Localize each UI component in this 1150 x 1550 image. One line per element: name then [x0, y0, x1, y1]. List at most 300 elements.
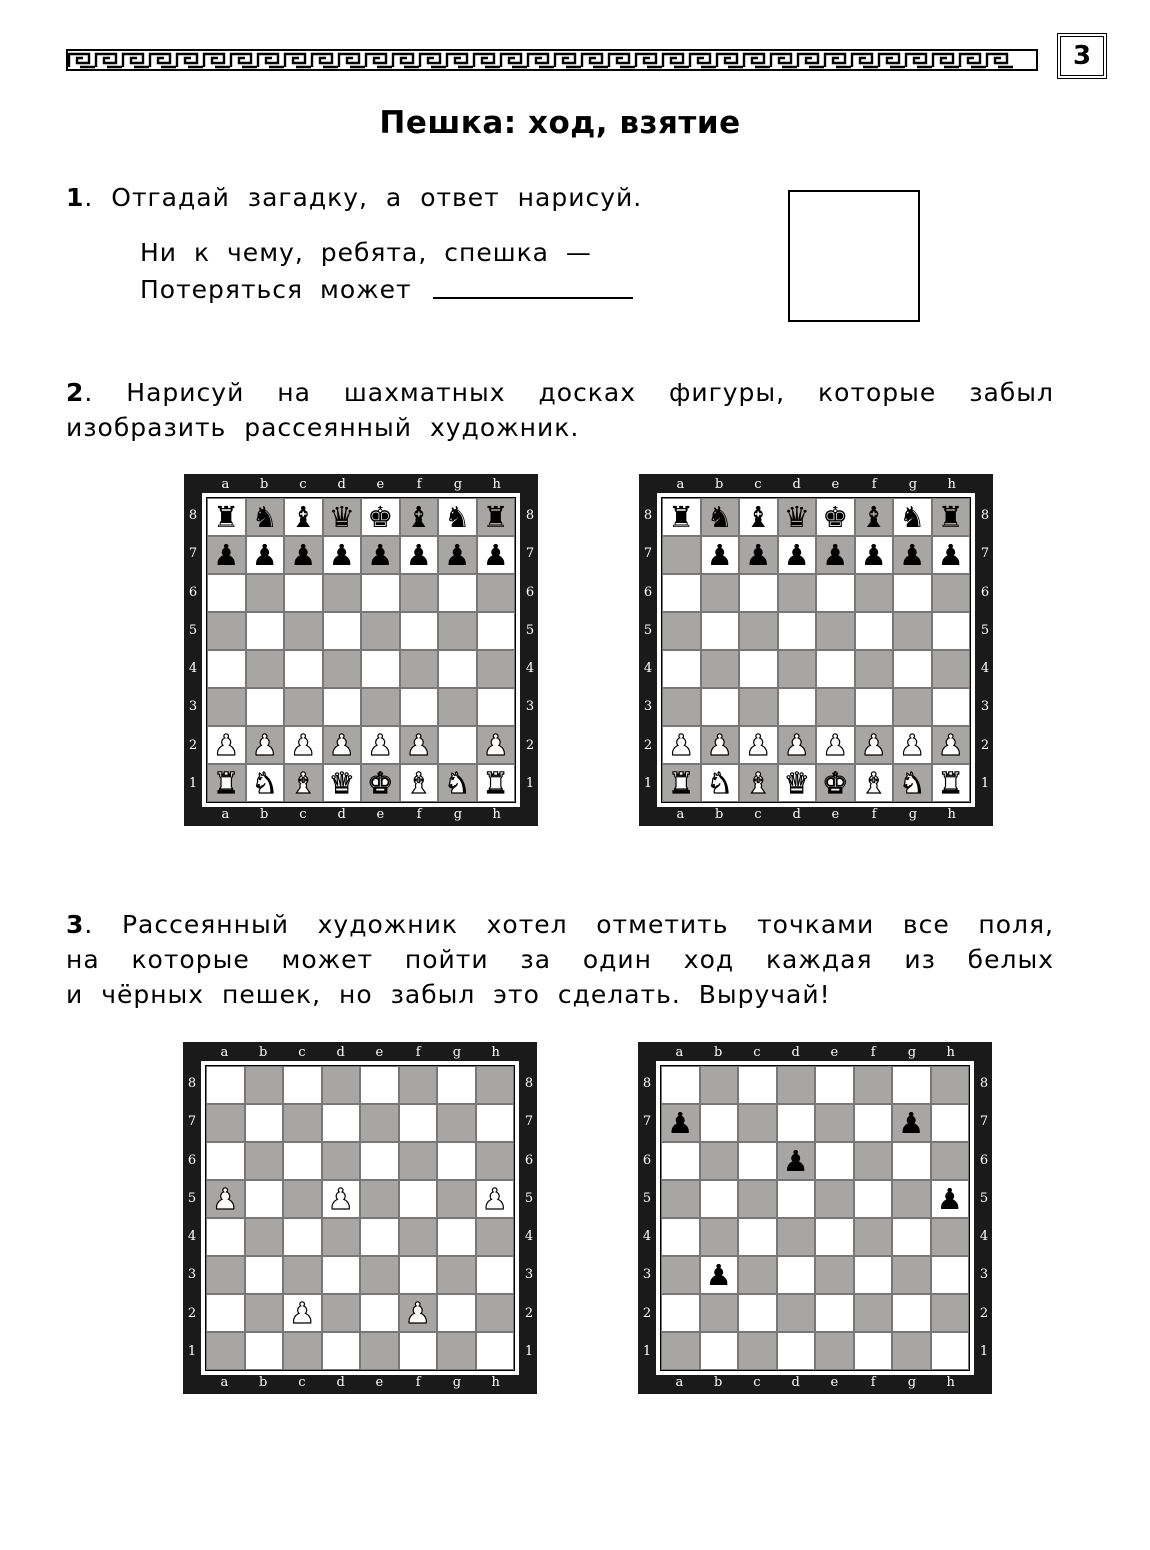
square-b2[interactable]	[701, 726, 740, 764]
square-h6[interactable]	[477, 574, 516, 612]
square-c8[interactable]	[738, 1066, 777, 1104]
square-f7[interactable]	[399, 1104, 438, 1142]
square-g4[interactable]	[437, 1218, 476, 1256]
square-h4[interactable]	[931, 1218, 970, 1256]
square-f1[interactable]	[854, 1332, 893, 1370]
square-g4[interactable]	[892, 1218, 931, 1256]
file-label-top-h: h	[492, 477, 501, 492]
square-h5[interactable]	[477, 612, 516, 650]
rank-label-right-8: 8	[979, 1076, 989, 1092]
square-c2[interactable]	[284, 726, 323, 764]
square-e7[interactable]	[361, 536, 400, 574]
white-bishop-icon: ♝	[290, 765, 317, 800]
square-f3[interactable]	[399, 1256, 438, 1294]
square-a6[interactable]	[207, 574, 246, 612]
square-b6[interactable]	[700, 1142, 739, 1180]
square-d2[interactable]	[778, 726, 817, 764]
file-label-bottom-f: f	[415, 1375, 421, 1390]
square-f1[interactable]	[399, 1332, 438, 1370]
square-e7[interactable]	[816, 536, 855, 574]
square-a3[interactable]	[662, 688, 701, 726]
square-d6[interactable]	[323, 574, 362, 612]
square-a5[interactable]	[206, 1180, 245, 1218]
file-label-top-h: h	[946, 1045, 955, 1060]
square-c1[interactable]	[739, 764, 778, 802]
rank-label-right-5: 5	[980, 622, 990, 638]
square-e8[interactable]	[815, 1066, 854, 1104]
square-h5[interactable]	[931, 1180, 970, 1218]
square-b8[interactable]	[245, 1066, 284, 1104]
square-a2[interactable]	[206, 1294, 245, 1332]
file-label-bottom-h: h	[491, 1375, 500, 1390]
square-c1[interactable]	[283, 1332, 322, 1370]
square-g8[interactable]	[892, 1066, 931, 1104]
square-d2[interactable]	[322, 1294, 361, 1332]
square-c5[interactable]	[739, 612, 778, 650]
square-h6[interactable]	[931, 1142, 970, 1180]
square-a6[interactable]	[206, 1142, 245, 1180]
square-e6[interactable]	[815, 1142, 854, 1180]
square-d4[interactable]	[778, 650, 817, 688]
square-e7[interactable]	[815, 1104, 854, 1142]
square-f7[interactable]	[400, 536, 439, 574]
white-knight-icon: ♞	[899, 765, 926, 800]
square-e2[interactable]	[815, 1294, 854, 1332]
square-d8[interactable]	[322, 1066, 361, 1104]
square-b3[interactable]	[246, 688, 285, 726]
square-h5[interactable]	[476, 1180, 515, 1218]
square-e5[interactable]	[816, 612, 855, 650]
square-c6[interactable]	[283, 1142, 322, 1180]
square-e3[interactable]	[815, 1256, 854, 1294]
square-g4[interactable]	[438, 650, 477, 688]
square-d3[interactable]	[778, 688, 817, 726]
square-a7[interactable]	[207, 536, 246, 574]
square-c2[interactable]	[283, 1294, 322, 1332]
square-d2[interactable]	[777, 1294, 816, 1332]
square-a3[interactable]	[206, 1256, 245, 1294]
square-g5[interactable]	[893, 612, 932, 650]
square-g6[interactable]	[437, 1142, 476, 1180]
square-f4[interactable]	[854, 1218, 893, 1256]
square-e6[interactable]	[361, 574, 400, 612]
square-c4[interactable]	[283, 1218, 322, 1256]
square-c3[interactable]	[738, 1256, 777, 1294]
square-h8[interactable]	[932, 498, 971, 536]
square-b8[interactable]	[700, 1066, 739, 1104]
square-d1[interactable]	[323, 764, 362, 802]
square-f5[interactable]	[855, 612, 894, 650]
square-f1[interactable]	[855, 764, 894, 802]
square-c8[interactable]	[284, 498, 323, 536]
square-b3[interactable]	[701, 688, 740, 726]
square-f2[interactable]	[399, 1294, 438, 1332]
square-f2[interactable]	[400, 726, 439, 764]
square-g7[interactable]	[892, 1104, 931, 1142]
square-b3[interactable]	[700, 1256, 739, 1294]
square-g1[interactable]	[437, 1332, 476, 1370]
square-b5[interactable]	[701, 612, 740, 650]
square-b7[interactable]	[701, 536, 740, 574]
square-g1[interactable]	[892, 1332, 931, 1370]
square-f4[interactable]	[400, 650, 439, 688]
square-c6[interactable]	[738, 1142, 777, 1180]
square-a4[interactable]	[207, 650, 246, 688]
square-b3[interactable]	[245, 1256, 284, 1294]
rank-label-right-2: 2	[980, 737, 990, 753]
rank-label-right-6: 6	[524, 1152, 534, 1168]
square-c5[interactable]	[283, 1180, 322, 1218]
square-a6[interactable]	[661, 1142, 700, 1180]
square-g6[interactable]	[438, 574, 477, 612]
square-f1[interactable]	[400, 764, 439, 802]
square-e4[interactable]	[815, 1218, 854, 1256]
square-d5[interactable]	[777, 1180, 816, 1218]
square-a1[interactable]	[206, 1332, 245, 1370]
square-a7[interactable]	[206, 1104, 245, 1142]
square-g5[interactable]	[892, 1180, 931, 1218]
square-a1[interactable]	[661, 1332, 700, 1370]
square-c3[interactable]	[283, 1256, 322, 1294]
square-d5[interactable]	[323, 612, 362, 650]
square-d3[interactable]	[322, 1256, 361, 1294]
file-label-bottom-c: c	[298, 1375, 306, 1390]
square-c1[interactable]	[738, 1332, 777, 1370]
square-g4[interactable]	[893, 650, 932, 688]
square-b4[interactable]	[700, 1218, 739, 1256]
square-a6[interactable]	[662, 574, 701, 612]
square-b1[interactable]	[701, 764, 740, 802]
file-label-bottom-d: d	[791, 1375, 800, 1390]
square-b7[interactable]	[700, 1104, 739, 1142]
square-a1[interactable]	[662, 764, 701, 802]
square-c7[interactable]	[283, 1104, 322, 1142]
square-d7[interactable]	[323, 536, 362, 574]
square-d5[interactable]	[322, 1180, 361, 1218]
square-a3[interactable]	[661, 1256, 700, 1294]
rank-label-left-5: 5	[642, 1190, 652, 1206]
black-pawn-icon: ♟	[937, 537, 964, 572]
square-a3[interactable]	[207, 688, 246, 726]
square-a1[interactable]	[207, 764, 246, 802]
black-rook-icon: ♜	[668, 499, 695, 534]
task-3	[66, 907, 1054, 1012]
square-g6[interactable]	[893, 574, 932, 612]
square-e6[interactable]	[360, 1142, 399, 1180]
square-g8[interactable]	[437, 1066, 476, 1104]
square-f8[interactable]	[399, 1066, 438, 1104]
square-c2[interactable]	[738, 1294, 777, 1332]
square-g7[interactable]	[437, 1104, 476, 1142]
square-d7[interactable]	[777, 1104, 816, 1142]
square-b2[interactable]	[246, 726, 285, 764]
white-bishop-icon: ♝	[405, 765, 432, 800]
square-g8[interactable]	[438, 498, 477, 536]
square-b6[interactable]	[701, 574, 740, 612]
square-a7[interactable]	[662, 536, 701, 574]
square-f4[interactable]	[855, 650, 894, 688]
square-f6[interactable]	[855, 574, 894, 612]
square-b1[interactable]	[246, 764, 285, 802]
square-a2[interactable]	[662, 726, 701, 764]
square-c3[interactable]	[739, 688, 778, 726]
square-g2[interactable]	[893, 726, 932, 764]
square-d6[interactable]	[777, 1142, 816, 1180]
square-a8[interactable]	[662, 498, 701, 536]
file-label-top-d: d	[337, 477, 346, 492]
square-c2[interactable]	[739, 726, 778, 764]
square-c5[interactable]	[738, 1180, 777, 1218]
square-c4[interactable]	[739, 650, 778, 688]
square-c4[interactable]	[284, 650, 323, 688]
square-a8[interactable]	[661, 1066, 700, 1104]
square-g1[interactable]	[438, 764, 477, 802]
square-g7[interactable]	[893, 536, 932, 574]
white-pawn-icon: ♟	[822, 727, 849, 762]
square-a8[interactable]	[207, 498, 246, 536]
square-f3[interactable]	[855, 688, 894, 726]
square-c3[interactable]	[284, 688, 323, 726]
square-g2[interactable]	[892, 1294, 931, 1332]
square-f2[interactable]	[855, 726, 894, 764]
square-h7[interactable]	[476, 1104, 515, 1142]
square-a4[interactable]	[662, 650, 701, 688]
square-e5[interactable]	[815, 1180, 854, 1218]
square-b4[interactable]	[701, 650, 740, 688]
square-h1[interactable]	[931, 1332, 970, 1370]
square-f7[interactable]	[854, 1104, 893, 1142]
square-f6[interactable]	[399, 1142, 438, 1180]
square-f8[interactable]	[400, 498, 439, 536]
square-b7[interactable]	[246, 536, 285, 574]
rank-label-left-8: 8	[188, 508, 198, 524]
square-h3[interactable]	[476, 1256, 515, 1294]
square-d1[interactable]	[778, 764, 817, 802]
board-task3-right	[638, 1042, 992, 1394]
rank-label-right-7: 7	[979, 1114, 989, 1130]
square-d6[interactable]	[778, 574, 817, 612]
square-b4[interactable]	[246, 650, 285, 688]
square-g6[interactable]	[892, 1142, 931, 1180]
square-b4[interactable]	[245, 1218, 284, 1256]
square-d1[interactable]	[777, 1332, 816, 1370]
square-b7[interactable]	[245, 1104, 284, 1142]
square-f5[interactable]	[399, 1180, 438, 1218]
square-b6[interactable]	[246, 574, 285, 612]
square-e4[interactable]	[360, 1218, 399, 1256]
square-h2[interactable]	[932, 726, 971, 764]
task-2	[66, 375, 1054, 445]
square-b1[interactable]	[700, 1332, 739, 1370]
square-h8[interactable]	[476, 1066, 515, 1104]
drawing-answer-box[interactable]	[788, 190, 920, 322]
square-e3[interactable]	[816, 688, 855, 726]
square-d3[interactable]	[323, 688, 362, 726]
square-g5[interactable]	[437, 1180, 476, 1218]
square-h7[interactable]	[932, 536, 971, 574]
square-g2[interactable]	[437, 1294, 476, 1332]
square-h6[interactable]	[476, 1142, 515, 1180]
square-a5[interactable]	[207, 612, 246, 650]
answer-blank-line[interactable]	[433, 297, 633, 299]
square-g5[interactable]	[438, 612, 477, 650]
square-d5[interactable]	[778, 612, 817, 650]
square-f7[interactable]	[855, 536, 894, 574]
square-h2[interactable]	[931, 1294, 970, 1332]
file-label-bottom-a: a	[221, 807, 230, 822]
square-h7[interactable]	[931, 1104, 970, 1142]
square-c6[interactable]	[739, 574, 778, 612]
square-h6[interactable]	[932, 574, 971, 612]
square-b8[interactable]	[246, 498, 285, 536]
white-king-icon: ♚	[822, 765, 849, 800]
square-a8[interactable]	[206, 1066, 245, 1104]
black-pawn-icon: ♟	[667, 1105, 694, 1140]
square-e1[interactable]	[361, 764, 400, 802]
task-3-line-2: на которые может пойти за один ход каждая из белых	[66, 945, 1054, 974]
square-e3[interactable]	[361, 688, 400, 726]
square-e4[interactable]	[816, 650, 855, 688]
square-d7[interactable]	[322, 1104, 361, 1142]
square-e5[interactable]	[361, 612, 400, 650]
square-h3[interactable]	[477, 688, 516, 726]
square-h1[interactable]	[477, 764, 516, 802]
square-h4[interactable]	[932, 650, 971, 688]
square-h8[interactable]	[931, 1066, 970, 1104]
square-c8[interactable]	[739, 498, 778, 536]
square-f3[interactable]	[400, 688, 439, 726]
square-g3[interactable]	[893, 688, 932, 726]
file-label-bottom-e: e	[375, 1375, 384, 1390]
square-d8[interactable]	[778, 498, 817, 536]
square-b5[interactable]	[700, 1180, 739, 1218]
square-a5[interactable]	[661, 1180, 700, 1218]
square-b2[interactable]	[245, 1294, 284, 1332]
square-d1[interactable]	[322, 1332, 361, 1370]
task-2-line-1	[66, 375, 1054, 410]
square-a2[interactable]	[207, 726, 246, 764]
square-f5[interactable]	[400, 612, 439, 650]
square-d7[interactable]	[778, 536, 817, 574]
file-label-bottom-e: e	[831, 807, 840, 822]
square-g3[interactable]	[892, 1256, 931, 1294]
square-f5[interactable]	[854, 1180, 893, 1218]
square-e1[interactable]	[360, 1332, 399, 1370]
square-e3[interactable]	[360, 1256, 399, 1294]
square-d8[interactable]	[777, 1066, 816, 1104]
square-h2[interactable]	[477, 726, 516, 764]
square-g2[interactable]	[438, 726, 477, 764]
square-h4[interactable]	[477, 650, 516, 688]
square-a2[interactable]	[661, 1294, 700, 1332]
square-d3[interactable]	[777, 1256, 816, 1294]
square-b1[interactable]	[245, 1332, 284, 1370]
white-pawn-icon: ♟	[290, 727, 317, 762]
square-h5[interactable]	[932, 612, 971, 650]
square-g1[interactable]	[893, 764, 932, 802]
file-label-top-f: f	[871, 477, 877, 492]
square-e7[interactable]	[360, 1104, 399, 1142]
square-h2[interactable]	[476, 1294, 515, 1332]
square-a5[interactable]	[662, 612, 701, 650]
task-2-line-1-text: . Нарисуй на шахматных досках фигуры, которые забыл	[84, 378, 1054, 407]
square-e8[interactable]	[360, 1066, 399, 1104]
square-h4[interactable]	[476, 1218, 515, 1256]
square-g7[interactable]	[438, 536, 477, 574]
square-f4[interactable]	[399, 1218, 438, 1256]
square-c6[interactable]	[284, 574, 323, 612]
square-e4[interactable]	[361, 650, 400, 688]
square-b6[interactable]	[245, 1142, 284, 1180]
square-a4[interactable]	[206, 1218, 245, 1256]
square-h1[interactable]	[476, 1332, 515, 1370]
square-c7[interactable]	[284, 536, 323, 574]
square-b5[interactable]	[245, 1180, 284, 1218]
square-a7[interactable]	[661, 1104, 700, 1142]
square-f8[interactable]	[855, 498, 894, 536]
square-g8[interactable]	[893, 498, 932, 536]
black-knight-icon: ♞	[706, 499, 733, 534]
square-f8[interactable]	[854, 1066, 893, 1104]
square-f6[interactable]	[854, 1142, 893, 1180]
square-c7[interactable]	[739, 536, 778, 574]
square-e1[interactable]	[815, 1332, 854, 1370]
file-label-top-a: a	[220, 1045, 229, 1060]
square-e6[interactable]	[816, 574, 855, 612]
square-c1[interactable]	[284, 764, 323, 802]
square-b2[interactable]	[700, 1294, 739, 1332]
rank-label-left-2: 2	[642, 1305, 652, 1321]
square-e2[interactable]	[360, 1294, 399, 1332]
square-e2[interactable]	[816, 726, 855, 764]
square-d4[interactable]	[323, 650, 362, 688]
square-e1[interactable]	[816, 764, 855, 802]
square-h3[interactable]	[931, 1256, 970, 1294]
square-e8[interactable]	[361, 498, 400, 536]
square-e2[interactable]	[361, 726, 400, 764]
square-e5[interactable]	[360, 1180, 399, 1218]
square-f2[interactable]	[854, 1294, 893, 1332]
square-a4[interactable]	[661, 1218, 700, 1256]
square-h3[interactable]	[932, 688, 971, 726]
task-2-line-2: изобразить рассеянный художник.	[66, 413, 580, 442]
square-b5[interactable]	[246, 612, 285, 650]
square-h8[interactable]	[477, 498, 516, 536]
square-h1[interactable]	[932, 764, 971, 802]
square-g3[interactable]	[438, 688, 477, 726]
square-d4[interactable]	[777, 1218, 816, 1256]
square-h7[interactable]	[477, 536, 516, 574]
square-c7[interactable]	[738, 1104, 777, 1142]
square-g3[interactable]	[437, 1256, 476, 1294]
square-d2[interactable]	[323, 726, 362, 764]
square-c8[interactable]	[283, 1066, 322, 1104]
square-f3[interactable]	[854, 1256, 893, 1294]
board-task2-right	[639, 474, 993, 826]
square-e8[interactable]	[816, 498, 855, 536]
square-d8[interactable]	[323, 498, 362, 536]
file-label-bottom-c: c	[753, 1375, 761, 1390]
square-d6[interactable]	[322, 1142, 361, 1180]
square-f6[interactable]	[400, 574, 439, 612]
rank-label-right-5: 5	[979, 1190, 989, 1206]
square-b8[interactable]	[701, 498, 740, 536]
square-c5[interactable]	[284, 612, 323, 650]
square-c4[interactable]	[738, 1218, 777, 1256]
black-pawn-icon: ♟	[444, 537, 471, 572]
file-label-top-d: d	[336, 1045, 345, 1060]
square-d4[interactable]	[322, 1218, 361, 1256]
